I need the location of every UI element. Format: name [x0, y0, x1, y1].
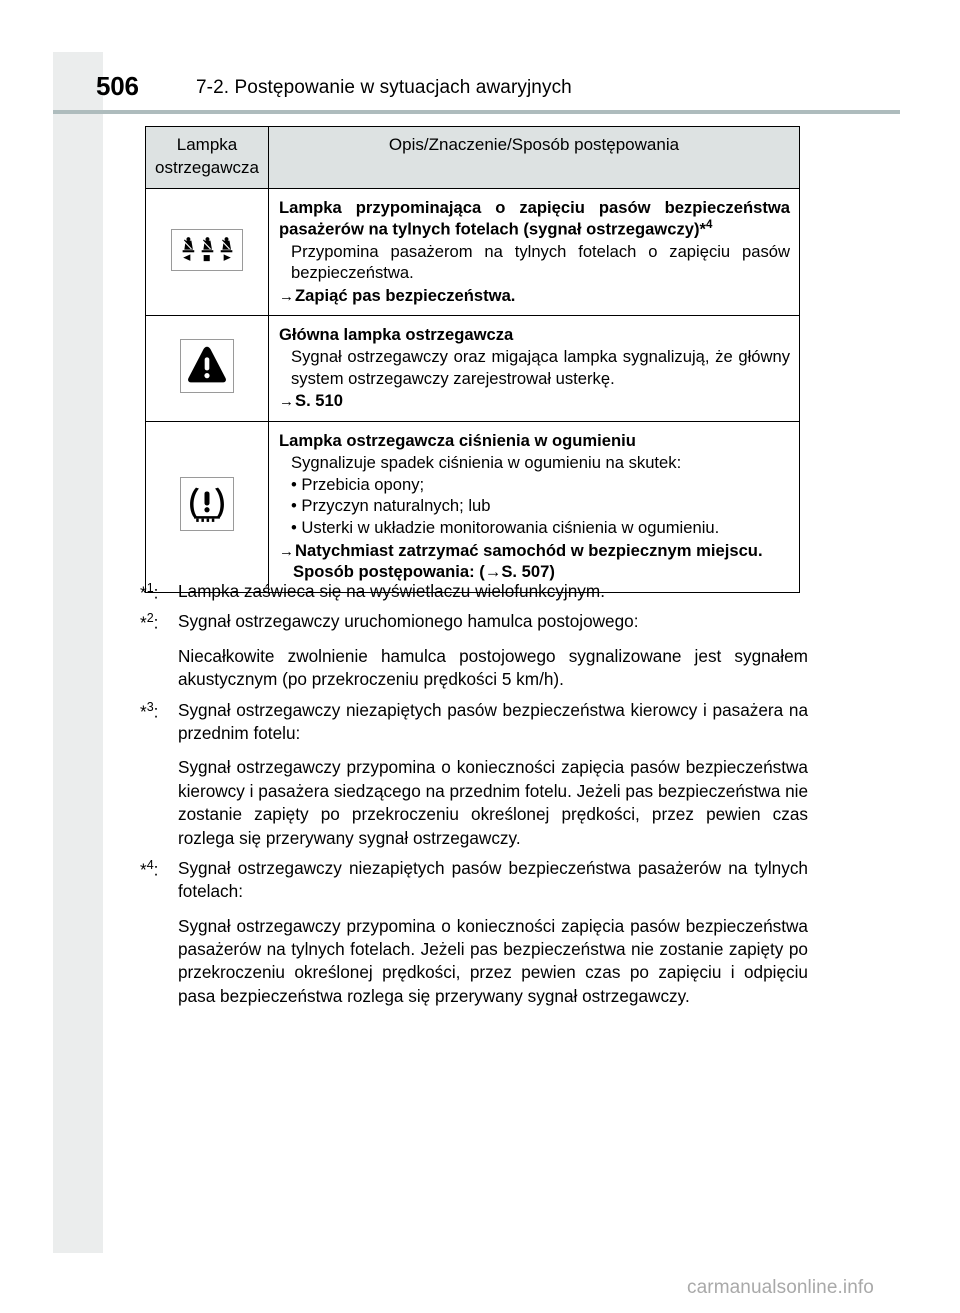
- column-header-lamp-line1: Lampka: [176, 135, 238, 154]
- footnote-4: [140, 857, 808, 1008]
- row-bullet-list: [279, 474, 790, 539]
- footnote-marker: *$^4$:: [140, 857, 159, 880]
- table-row: [146, 421, 800, 592]
- icon-cell: [146, 316, 269, 422]
- list-item: • Przebicia opony;: [291, 474, 425, 494]
- row-title: Lampka przypominająca o zapięciu pasów bezpieczeństwa pasażerów na tylnych fotelach (sygnał ostrzegawczy)*$^4$: [279, 197, 790, 239]
- warning-lamp-table: [145, 126, 800, 593]
- rear-seatbelt-reminder-icon: [171, 229, 243, 271]
- footnote-paragraph: Sygnał ostrzegawczy przypomina o konieczności zapięcia pasów bezpieczeństwa pasażerów na tylnych fotelach. Jeżeli pas bezpieczeństwa nie zostanie zapięty po przekroczeniu określonej prędkości, przez pewien czas po zapięciu i odpięciu pasa bezpieczeństwa rozlega się przerywany sygnał ostrzegawczy.: [178, 915, 808, 1006]
- description-cell: [269, 316, 800, 422]
- section-title: 7-2. Postępowanie w sytuacjach awaryjnych: [196, 77, 572, 98]
- row-action: →Natychmiast zatrzymać samochód w bezpiecznym miejscu.: [279, 540, 763, 560]
- column-header-lamp: [146, 127, 269, 189]
- table-header-row: [146, 127, 800, 189]
- column-header-description: Opis/Znaczenie/Sposób postępowania: [269, 127, 800, 189]
- footnote-paragraph: Niecałkowite zwolnienie hamulca postojowego sygnalizowane jest sygnałem akustycznym (po przekroczeniu prędkości 5 km/h).: [178, 645, 808, 690]
- table-row: [146, 188, 800, 315]
- row-body: Przypomina pasażerom na tylnych fotelach o zapięciu pasów bezpieczeństwa.: [291, 241, 790, 283]
- row-action: →Zapiąć pas bezpieczeństwa.: [279, 285, 516, 305]
- arrow-icon: →: [279, 542, 294, 560]
- footnote-marker: *$^1$:: [140, 581, 159, 603]
- footnote-list: [140, 580, 808, 1015]
- row-title: Główna lampka ostrzegawcza: [279, 325, 514, 345]
- master-warning-triangle-icon: [180, 339, 234, 393]
- page-number: 506: [96, 71, 139, 101]
- row-body: Sygnał ostrzegawczy oraz migająca lampka sygnalizują, że główny system ostrzegawczy zarejestrował usterkę.: [291, 347, 790, 388]
- description-cell: [269, 421, 800, 592]
- description-cell: [269, 188, 800, 315]
- icon-cell: [146, 421, 269, 592]
- watermark: carmanualsonline.info: [687, 1277, 874, 1298]
- footnote-2: [140, 610, 808, 691]
- header-divider-rule: [53, 110, 900, 114]
- row-action-sub: Sposób postępowania: (→S. 507): [293, 562, 555, 582]
- tire-pressure-warning-icon: [180, 477, 234, 531]
- footnote-marker: *$^2$:: [140, 611, 159, 634]
- arrow-icon: →: [279, 393, 294, 411]
- arrow-icon: →: [279, 287, 294, 305]
- column-header-lamp-line2: ostrzegawcza: [155, 157, 259, 177]
- footnote-paragraph: Sygnał ostrzegawczy niezapiętych pasów bezpieczeństwa pasażerów na tylnych fotelach:: [178, 857, 808, 902]
- row-title: Lampka ostrzegawcza ciśnienia w ogumieniu: [279, 430, 636, 450]
- left-margin-band: [53, 52, 103, 1253]
- footnote-1: [140, 580, 808, 603]
- row-action: →S. 510: [279, 391, 343, 411]
- icon-cell: [146, 188, 269, 315]
- footnote-paragraph: Lampka zaświeca się na wyświetlaczu wielofunkcyjnym.: [178, 581, 605, 601]
- footnote-paragraph: Sygnał ostrzegawczy przypomina o konieczności zapięcia pasów bezpieczeństwa kierowcy i pasażera siedzącego na przednim fotelu. Jeżeli pas bezpieczeństwa nie zostanie zapięty po przekroczeniu określonej prędkości, przez pewien czas rozlega się przerywany sygnał ostrzegawczy.: [178, 757, 808, 848]
- table-row: [146, 316, 800, 422]
- footnote-marker: *$^3$:: [140, 699, 159, 722]
- row-body: Sygnalizuje spadek ciśnienia w ogumieniu na skutek:: [291, 453, 682, 473]
- footnote-ref: 4: [705, 218, 713, 231]
- list-item: • Przyczyn naturalnych; lub: [291, 496, 491, 516]
- list-item: • Usterki w układzie monitorowania ciśnienia w ogumieniu.: [291, 518, 720, 538]
- footnote-paragraph: Sygnał ostrzegawczy niezapiętych pasów bezpieczeństwa kierowcy i pasażera na przednim fotelu:: [178, 699, 808, 743]
- footnote-3: [140, 699, 808, 850]
- footnote-paragraph: Sygnał ostrzegawczy uruchomionego hamulca postojowego:: [178, 611, 639, 632]
